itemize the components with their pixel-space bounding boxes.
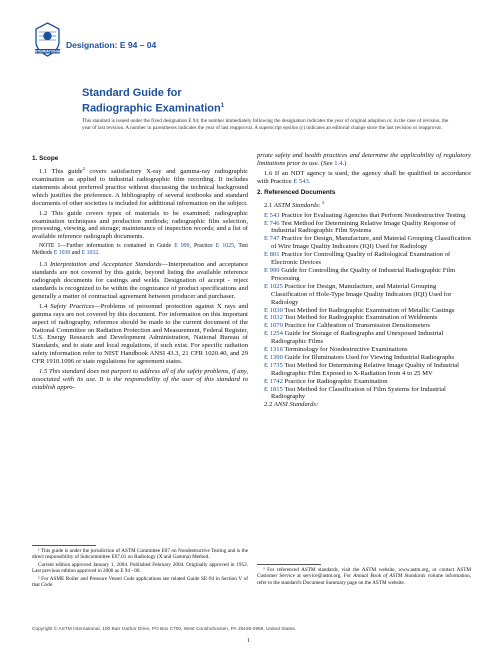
footnote-divider bbox=[257, 564, 321, 565]
logo-text: INTERNATIONAL bbox=[34, 49, 61, 54]
reference-code-link[interactable]: E 1079 bbox=[264, 322, 283, 330]
reference-title: Test Method for Determining Relative Image Quality of Industrial Radiographic Film Exposed to X-Radiation from 4 to 25 MV bbox=[271, 361, 459, 377]
link-e1030[interactable]: E 1030 bbox=[53, 250, 71, 257]
reference-code-link[interactable]: E 801 bbox=[264, 251, 280, 259]
reference-code-link[interactable]: E 1742 bbox=[264, 377, 283, 385]
reference-title: Practice for Design, Manufacture, and Material Grouping Classification of Hole-Type Image Quality Indicators (IQI) Used for Radiology bbox=[271, 282, 452, 306]
issuance-notice: This standard is issued under the fixed designation E 94; the number immediately following the designation indicates the year of original adoption or, in the case of revision, the year of last revision. A number in parentheses indicates the year of last reapproval. A superscript epsilon (ε) indicates an editorial change since the last revision or reapproval. bbox=[82, 118, 449, 131]
paragraph-1-3: 1.3 Interpretation and Acceptance Standards—Interpretation and acceptance standards are not covered by this guide, beyond listing the available reference radiograph documents for castings and welds. Designation of accept - reject standards is recognized to be within the cognizance of product specifications and generally a matter of contractual agreement between producer and purchaser. bbox=[32, 261, 248, 300]
paragraph-1-6: 1.6 If an NDT agency is used, the agency shall be qualified in accordance with Practice E 543. bbox=[257, 169, 471, 185]
reference-item bbox=[264, 251, 471, 267]
reference-code-link[interactable]: E 747 bbox=[264, 235, 280, 243]
reference-title: Practice for Radiographic Examination bbox=[282, 377, 388, 385]
astm-logo-icon bbox=[34, 22, 61, 57]
reference-title: Test Method for Determining Relative Image Quality Response of Industrial Radiographic Film Systems bbox=[271, 219, 456, 235]
footnotes-left bbox=[32, 545, 248, 589]
footnote-3: ³ For referenced ASTM standards, visit the ASTM website, www.astm.org, or contact ASTM Customer Service at service@astm.org. For Annual Book of ASTM Standards volume information, refer to the standard's Document Summary page on the ASTM website. bbox=[257, 567, 472, 586]
paragraph-1-2: 1.2 This guide covers types of materials to be examined; radiographic examination techniques and production methods; radiographic film selection, processing, viewing, and storage; maintenance of inspection records; and a list of available reference radiograph documents. bbox=[32, 209, 248, 241]
reference-item bbox=[264, 314, 471, 322]
reference-item bbox=[264, 378, 471, 386]
title-line-2: Radiographic Examination bbox=[82, 102, 221, 115]
paragraph-1-5-continued: priate safety and health practices and determine the applicability of regulatory limitations prior to use. (See 1.4.) bbox=[257, 152, 471, 167]
footnote-divider bbox=[32, 545, 96, 546]
reference-title: Practice for Evaluating Agencies that Perform Nondestructive Testing bbox=[279, 211, 466, 219]
reference-code-link[interactable]: E 1032 bbox=[264, 314, 283, 322]
reference-code-link[interactable]: E 1030 bbox=[264, 306, 283, 314]
reference-title: Guide for Controlling the Quality of Industrial Radiographic Film Processing bbox=[271, 266, 456, 282]
document-title bbox=[82, 87, 224, 115]
reference-code-link[interactable]: E 1390 bbox=[264, 353, 283, 361]
paragraph-2-1: 2.1 ASTM Standards: $^3$ bbox=[264, 199, 325, 209]
link-e999[interactable]: E 999 bbox=[174, 243, 190, 250]
reference-code-link[interactable]: E 543 bbox=[264, 211, 280, 219]
left-column bbox=[32, 152, 248, 394]
footnote-2: ² For ASME Boiler and Pressure Vessel Code applications see related Guide SE-94 in Section V of that Code. bbox=[32, 575, 248, 589]
reference-title: Practice for Design, Manufacture, and Material Grouping Classification of Wire Image Quality Indicators (IQI) Used for Radiology bbox=[271, 235, 471, 251]
reference-item bbox=[264, 283, 471, 307]
paragraph-1-4: 1.4 Safety Practices—Problems of personnel protection against X rays and gamma rays are not covered by this document. For information on this important aspect of radiography, reference should be made to the current document of the National Committee on Radiation Protection and Measurement, Federal Register, U.S. Energy Research and Development Administration, National Bureau of Standards, and to state and local regulations, if such exist. For specific radiation safety information refer to NIST Handbook ANSI 43.3, 21 CFR 1020.40, and 29 CFR 1910.1096 or state regulations for agreement states. bbox=[32, 302, 248, 366]
designation: Designation: E 94 – 04 bbox=[66, 40, 157, 50]
reference-title: Guide for Illuminators Used for Viewing Industrial Radiographs bbox=[282, 353, 455, 361]
title-line-1: Standard Guide for bbox=[82, 87, 182, 99]
footnote-1: ¹ This guide is under the jurisdiction of ASTM Committee E07 on Nondestructive Testing and is the direct responsibility of Subcommittee E07.01 on Radiology (X and Gamma) Method. bbox=[32, 548, 248, 561]
paragraph-1-5: 1.5 This standard does not purport to address all of the safety problems, if any, associated with its use. It is the responsibility of the user of this standard to establish appro- bbox=[32, 368, 248, 391]
reference-code-link[interactable]: E 746 bbox=[264, 219, 280, 227]
reference-item bbox=[264, 362, 471, 378]
reference-code-link[interactable]: E 1254 bbox=[264, 330, 283, 338]
title-footnote-mark: 1 bbox=[220, 102, 225, 109]
reference-title: Test Method for Classification of Film Systems for Industrial Radiography bbox=[271, 385, 446, 401]
reference-code-link[interactable]: E 999 bbox=[264, 266, 280, 274]
section-heading-scope: 1. Scope bbox=[32, 155, 59, 162]
reference-item bbox=[264, 267, 471, 283]
link-e543[interactable]: E 543 bbox=[293, 177, 309, 185]
reference-title: Terminology for Nondestructive Examinations bbox=[282, 346, 408, 354]
link-e1025[interactable]: E 1025 bbox=[215, 243, 235, 250]
reference-item bbox=[264, 354, 471, 362]
right-column bbox=[257, 152, 471, 411]
copyright-line: Copyright © ASTM International, 100 Barr Harbor Drive, PO Box C700, West Conshohocken, PA 19428-2959, United States. bbox=[32, 627, 297, 632]
link-section-1-4[interactable]: 1.4 bbox=[334, 159, 343, 167]
reference-title: Guide for Storage of Radiographs and Unexposed Industrial Radiographic Films bbox=[271, 330, 444, 346]
link-e1032[interactable]: E 1032 bbox=[81, 250, 99, 257]
reference-item bbox=[264, 212, 471, 220]
reference-title: Practice for Calibration of Transmission Densitometers bbox=[282, 322, 431, 330]
reference-item bbox=[264, 322, 471, 330]
reference-item bbox=[264, 330, 471, 346]
reference-list bbox=[257, 212, 471, 402]
paragraph-2-2: 2.2 ANSI Standards: bbox=[264, 401, 319, 409]
reference-title: Test Method for Radiographic Examination of Metallic Castings bbox=[282, 306, 455, 314]
reference-item bbox=[264, 235, 471, 251]
section-heading-referenced-documents: 2. Referenced Documents bbox=[257, 188, 336, 196]
reference-title: Test Method for Radiographic Examination of Weldments bbox=[282, 314, 438, 322]
note-1: NOTE 1—Further information is contained in Guide E 999, Practice E 1025, Test Methods E 1030 and E 1032. bbox=[32, 243, 249, 257]
paragraph-1-1: 1.1 This guide$^2$ covers satisfactory X-ray and gamma-ray radiographic examination as applied to industrial radiographic film recording. It includes statements about preferred practice without discussing the technical background which justifies the preference. A bibliography of several textbooks and standard documents of other societies is included for additional information on the subject. bbox=[32, 165, 249, 207]
footnotes-right bbox=[257, 564, 471, 587]
reference-item bbox=[264, 307, 471, 315]
reference-item bbox=[264, 346, 471, 354]
reference-code-link[interactable]: E 1815 bbox=[264, 385, 283, 393]
page-number: 1 bbox=[247, 638, 250, 644]
reference-code-link[interactable]: E 1316 bbox=[264, 346, 283, 354]
reference-code-link[interactable]: E 1025 bbox=[264, 282, 283, 290]
reference-code-link[interactable]: E 1735 bbox=[264, 361, 283, 369]
footnote-1-edition: Current edition approved January 1, 2004. Published February 2004. Originally approved in 1952. Last previous edition approved in 2000 as E 94 - 00. bbox=[32, 561, 248, 575]
reference-item bbox=[264, 386, 471, 402]
reference-title: Practice for Controlling Quality of Radiological Examination of Electronic Devices bbox=[271, 251, 451, 267]
reference-item bbox=[264, 220, 471, 236]
